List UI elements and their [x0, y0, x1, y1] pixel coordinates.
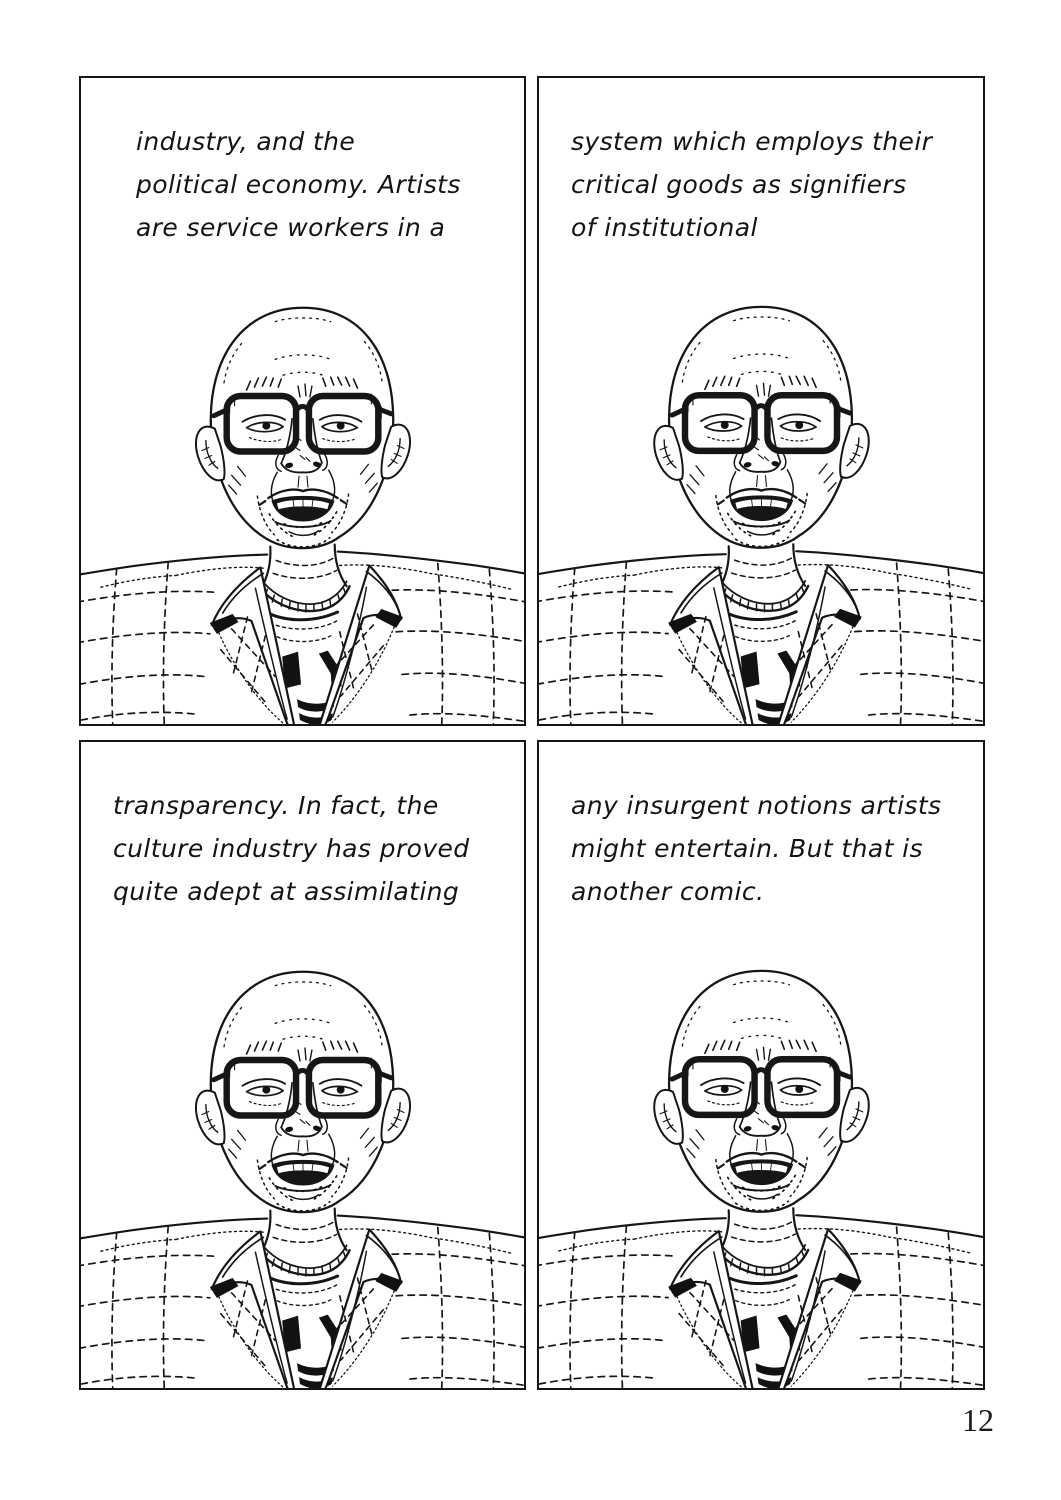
caption-line: critical goods as signifiers [571, 170, 907, 199]
man-portrait-drawing [539, 256, 983, 726]
man-portrait-drawing [81, 256, 524, 726]
man-portrait-drawing [539, 920, 983, 1390]
caption-line: transparency. In fact, the [113, 791, 439, 820]
comic-panel-2 [537, 76, 985, 726]
caption-line: political economy. Artists [136, 170, 461, 199]
comic-panel-1 [79, 76, 526, 726]
comic-panel-4 [537, 740, 985, 1390]
page-number: 12 [962, 1402, 994, 1438]
caption-line: system which employs their [571, 127, 933, 156]
caption-panel-4 [571, 784, 973, 913]
caption-line: of institutional [571, 213, 758, 242]
caption-line: any insurgent notions artists [571, 791, 942, 820]
caption-line: might entertain. But that is [571, 834, 923, 863]
man-portrait-drawing [81, 920, 524, 1390]
caption-line: are service workers in a [136, 213, 446, 242]
caption-panel-3 [113, 784, 514, 913]
caption-line: another comic. [571, 877, 765, 906]
caption-line: quite adept at assimilating [113, 877, 460, 906]
caption-panel-2 [571, 120, 973, 249]
caption-panel-1 [136, 120, 514, 249]
caption-line: culture industry has proved [113, 834, 470, 863]
comic-panel-3 [79, 740, 526, 1390]
caption-line: industry, and the [136, 127, 356, 156]
